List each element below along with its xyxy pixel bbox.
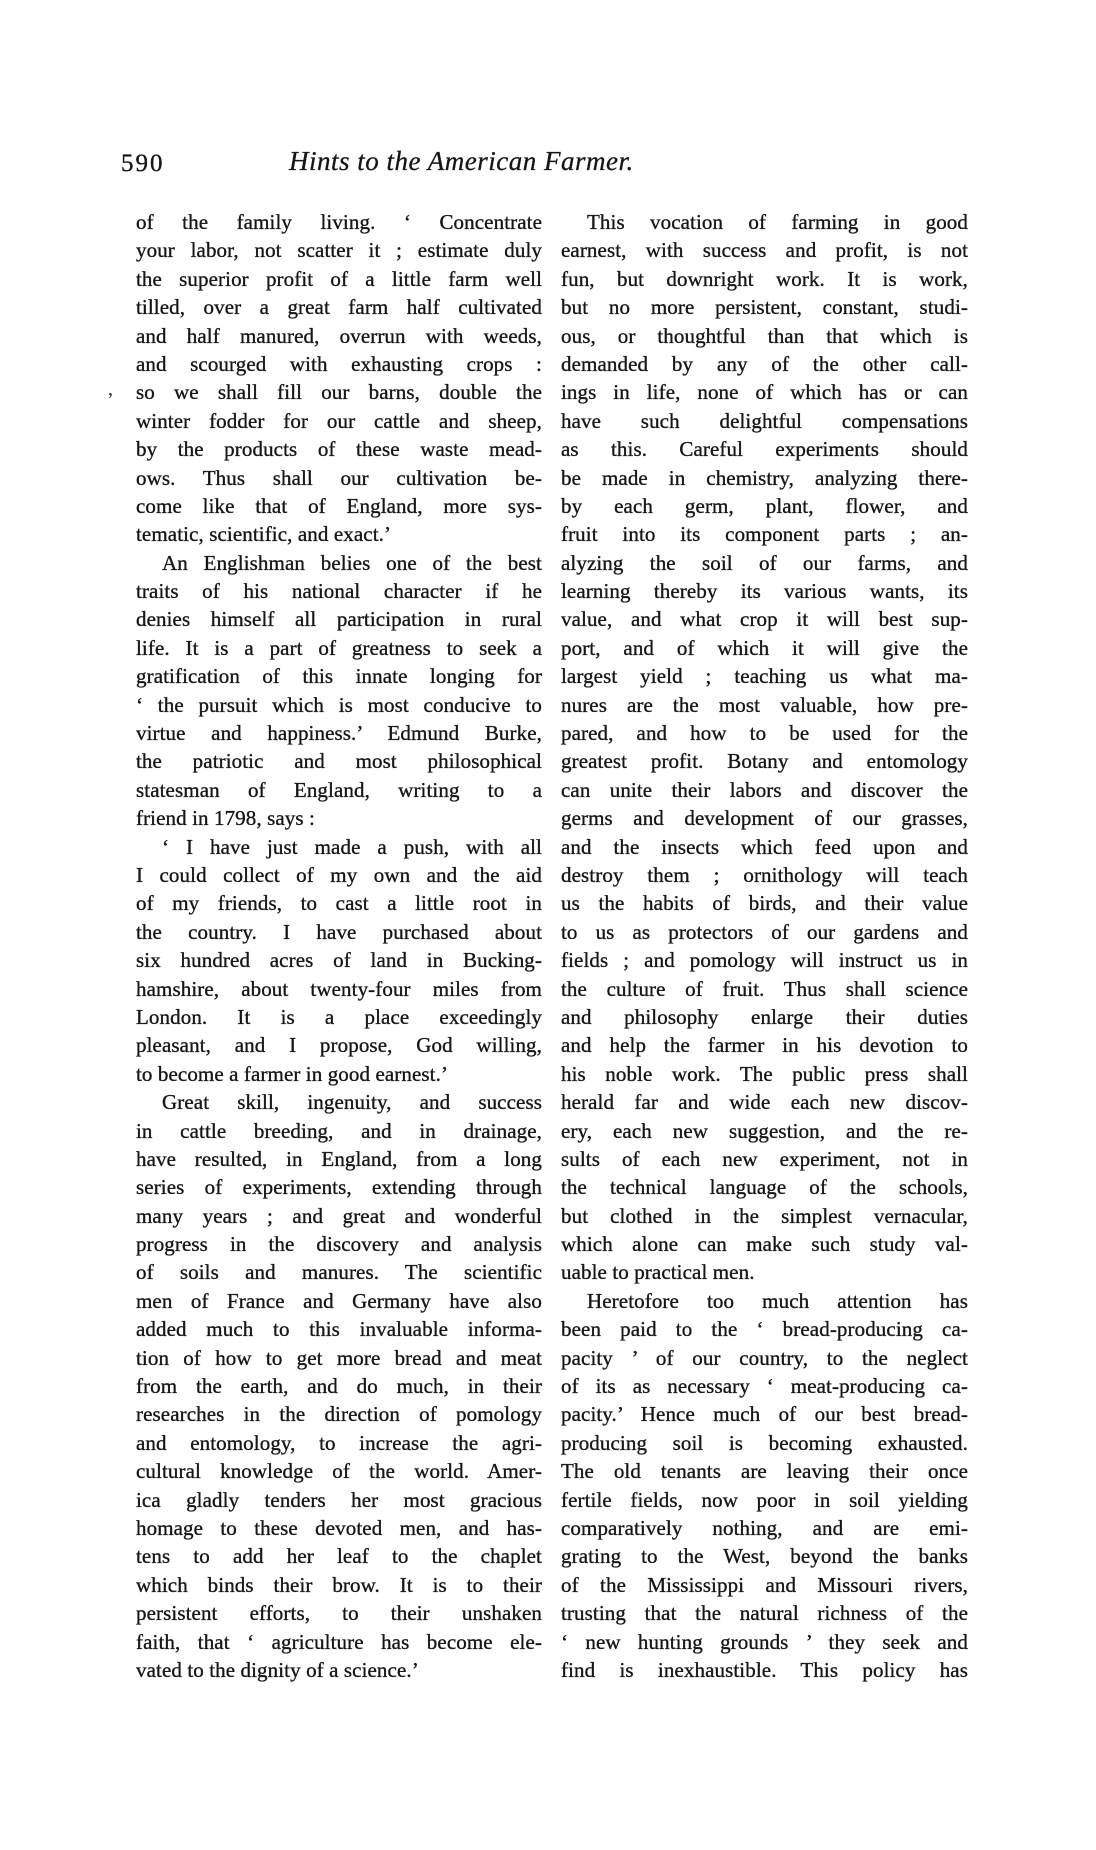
text-line: earnest, with success and profit, is not xyxy=(561,238,968,263)
text-line: persistent efforts, to their unshaken xyxy=(136,1601,542,1626)
text-line: in cattle breeding, and in drainage, xyxy=(136,1118,542,1143)
text-line: of its as necessary ‘ meat-producing ca- xyxy=(561,1374,968,1399)
text-line: six hundred acres of land in Bucking- xyxy=(136,948,542,973)
text-line: herald far and wide each new discov- xyxy=(561,1090,968,1115)
right-text-column xyxy=(561,208,968,1684)
text-line: by each germ, plant, flower, and xyxy=(561,493,968,518)
page-number: 590 xyxy=(121,150,165,177)
text-line: be made in chemistry, analyzing there- xyxy=(561,465,968,490)
text-line: ‘ I have just made a push, with all xyxy=(162,834,542,859)
text-line: ous, or thoughtful than that which is xyxy=(561,323,968,348)
text-line: to us as protectors of our gardens and xyxy=(561,919,968,944)
text-line: progress in the discovery and analysis xyxy=(136,1232,542,1257)
text-line: series of experiments, extending through xyxy=(136,1175,542,1200)
text-line: fertile fields, now poor in soil yielding xyxy=(561,1487,968,1512)
text-line: your labor, not scatter it ; estimate duly xyxy=(136,238,542,263)
text-line: virtue and happiness.’ Edmund Burke, xyxy=(136,721,542,746)
text-line: and the insects which feed upon and xyxy=(561,834,968,859)
text-line: ery, each new suggestion, and the re- xyxy=(561,1118,968,1143)
text-line: the superior profit of a little farm well xyxy=(136,266,542,291)
text-line: life. It is a part of greatness to seek a xyxy=(136,635,542,660)
text-line: tilled, over a great farm half cultivated xyxy=(136,295,542,320)
text-line: of soils and manures. The scientific xyxy=(136,1260,542,1285)
text-line: largest yield ; teaching us what ma- xyxy=(561,664,968,689)
text-line: alyzing the soil of our farms, and xyxy=(561,550,968,575)
text-line: many years ; and great and wonderful xyxy=(136,1203,542,1228)
text-line: can unite their labors and discover the xyxy=(561,777,968,802)
left-text-column xyxy=(136,208,542,1684)
text-line: have such delightful compensations xyxy=(561,408,968,433)
text-line: as this. Careful experiments should xyxy=(561,437,968,462)
text-line: but clothed in the simplest vernacular, xyxy=(561,1203,968,1228)
text-line: fruit into its component parts ; an- xyxy=(561,522,968,547)
text-line: his noble work. The public press shall xyxy=(561,1061,968,1086)
text-line: men of France and Germany have also xyxy=(136,1288,542,1313)
text-line: ‘ new hunting grounds ’ they seek and xyxy=(561,1629,968,1654)
text-line: come like that of England, more sys- xyxy=(136,493,542,518)
text-line: port, and of which it will give the xyxy=(561,635,968,660)
text-line: ‘ the pursuit which is most conducive to xyxy=(136,692,542,717)
text-line: the country. I have purchased about xyxy=(136,919,542,944)
text-line: added much to this invaluable informa- xyxy=(136,1317,542,1342)
text-line: London. It is a place exceedingly xyxy=(136,1004,542,1029)
text-line: statesman of England, writing to a xyxy=(136,777,542,802)
text-line: of the Mississippi and Missouri rivers, xyxy=(561,1572,968,1597)
text-line: gratification of this innate longing for xyxy=(136,664,542,689)
text-line: tematic, scientific, and exact.’ xyxy=(136,522,392,547)
text-line: been paid to the ‘ bread-producing ca- xyxy=(561,1317,968,1342)
text-line: find is inexhaustible. This policy has xyxy=(561,1657,968,1682)
text-line: pared, and how to be used for the xyxy=(561,721,968,746)
text-line: us the habits of birds, and their value xyxy=(561,891,968,916)
text-line: grating to the West, beyond the banks xyxy=(561,1544,968,1569)
text-line: ings in life, none of which has or can xyxy=(561,380,968,405)
text-line: faith, that ‘ agriculture has become ele- xyxy=(136,1629,542,1654)
text-line: tion of how to get more bread and meat xyxy=(136,1345,542,1370)
text-line: uable to practical men. xyxy=(561,1260,755,1285)
text-line: pacity.’ Hence much of our best bread- xyxy=(561,1402,968,1427)
text-line: so we shall fill our barns, double the xyxy=(136,380,542,405)
text-line: and half manured, overrun with weeds, xyxy=(136,323,542,348)
text-line: Great skill, ingenuity, and success xyxy=(162,1090,542,1115)
text-line: pacity ’ of our country, to the neglect xyxy=(561,1345,968,1370)
text-line: Heretofore too much attention has xyxy=(587,1288,968,1313)
text-line: producing soil is becoming exhausted. xyxy=(561,1430,968,1455)
text-line: denies himself all participation in rural xyxy=(136,607,542,632)
text-line: ows. Thus shall our cultivation be- xyxy=(136,465,542,490)
text-line: by the products of these waste mead- xyxy=(136,437,542,462)
text-line: homage to these devoted men, and has- xyxy=(136,1515,542,1540)
text-line: cultural knowledge of the world. Amer- xyxy=(136,1459,542,1484)
text-line: from the earth, and do much, in their xyxy=(136,1374,542,1399)
text-line: nures are the most valuable, how pre- xyxy=(561,692,968,717)
text-line: the patriotic and most philosophical xyxy=(136,749,542,774)
text-line: pleasant, and I propose, God willing, xyxy=(136,1033,542,1058)
text-line: learning thereby its various wants, its xyxy=(561,579,968,604)
text-line: I could collect of my own and the aid xyxy=(136,862,542,887)
text-line: tens to add her leaf to the chaplet xyxy=(136,1544,542,1569)
text-line: and philosophy enlarge their duties xyxy=(561,1004,968,1029)
text-line: fields ; and pomology will instruct us in xyxy=(561,948,968,973)
text-line: This vocation of farming in good xyxy=(587,210,968,234)
text-line: hamshire, about twenty-four miles from xyxy=(136,976,542,1001)
text-line: and help the farmer in his devotion to xyxy=(561,1033,968,1058)
text-line: traits of his national character if he xyxy=(136,579,542,604)
text-line: fun, but downright work. It is work, xyxy=(561,266,968,291)
text-line: comparatively nothing, and are emi- xyxy=(561,1515,968,1540)
text-line: germs and development of our grasses, xyxy=(561,806,968,831)
text-line: of my friends, to cast a little root in xyxy=(136,891,542,916)
text-line: demanded by any of the other call- xyxy=(561,351,968,376)
text-line: but no more persistent, constant, studi- xyxy=(561,295,968,320)
scan-artifact-margin-mark: , xyxy=(108,378,113,400)
text-line: sults of each new experiment, not in xyxy=(561,1146,968,1171)
text-line: which alone can make such study val- xyxy=(561,1232,968,1257)
text-line: winter fodder for our cattle and sheep, xyxy=(136,408,542,433)
text-line: have resulted, in England, from a long xyxy=(136,1146,542,1171)
text-line: of the family living. ‘ Concentrate xyxy=(136,210,542,234)
text-line: An Englishman belies one of the best xyxy=(162,550,542,575)
text-line: friend in 1798, says : xyxy=(136,806,315,831)
text-line: greatest profit. Botany and entomology xyxy=(561,749,968,774)
text-line: the technical language of the schools, xyxy=(561,1175,968,1200)
text-line: the culture of fruit. Thus shall science xyxy=(561,976,968,1001)
text-line: to become a farmer in good earnest.’ xyxy=(136,1061,449,1086)
text-line: trusting that the natural richness of the xyxy=(561,1601,968,1626)
text-line: destroy them ; ornithology will teach xyxy=(561,862,968,887)
text-line: and scourged with exhausting crops : xyxy=(136,351,542,376)
text-line: The old tenants are leaving their once xyxy=(561,1459,968,1484)
text-line: ica gladly tenders her most gracious xyxy=(136,1487,542,1512)
text-line: vated to the dignity of a science.’ xyxy=(136,1657,419,1682)
text-line: which binds their brow. It is to their xyxy=(136,1572,542,1597)
text-line: value, and what crop it will best sup- xyxy=(561,607,968,632)
text-line: and entomology, to increase the agri- xyxy=(136,1430,542,1455)
text-line: researches in the direction of pomology xyxy=(136,1402,542,1427)
running-title: Hints to the American Farmer. xyxy=(289,146,634,176)
